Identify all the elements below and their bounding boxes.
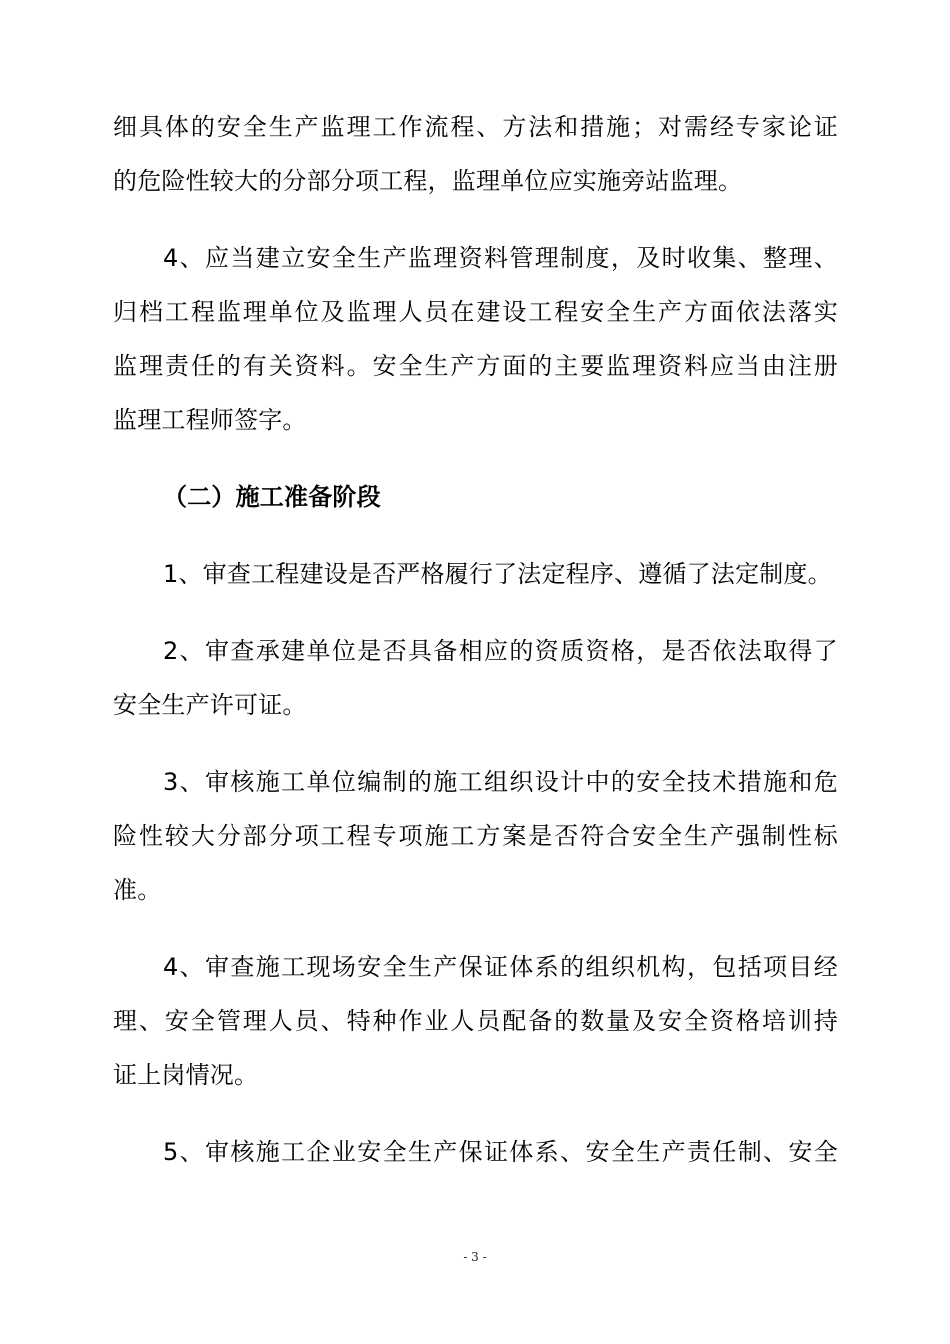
- text-line: 2、审查承建单位是否具备相应的资质资格，是否依法取得了: [163, 637, 838, 665]
- text-line: 的危险性较大的分部分项工程，监理单位应实施旁站监理。: [113, 167, 743, 195]
- text-line: 4、应当建立安全生产监理资料管理制度，及时收集、整理、: [163, 244, 838, 272]
- paragraph-item-4: [113, 231, 838, 447]
- text-line: 1、审查工程建设是否严格履行了法定程序、遵循了法定制度。: [163, 560, 832, 588]
- text-line: 险性较大分部分项工程专项施工方案是否符合安全生产强制性标: [113, 822, 838, 850]
- section-heading: [113, 470, 838, 524]
- text-line: 监理责任的有关资料。安全生产方面的主要监理资料应当由注册: [113, 352, 838, 380]
- text-line: 归档工程监理单位及监理人员在建设工程安全生产方面依法落实: [113, 298, 838, 326]
- page-number: - 3 -: [463, 1250, 487, 1264]
- paragraph-continuation: [113, 100, 838, 208]
- paragraph-step-2: [113, 624, 838, 732]
- text-line: 监理工程师签字。: [113, 406, 307, 434]
- text-line: 证上岗情况。: [113, 1061, 259, 1089]
- paragraph-step-1: [113, 547, 838, 601]
- paragraph-step-3: [113, 755, 838, 917]
- text-line: 5、审核施工企业安全生产保证体系、安全生产责任制、安全: [163, 1138, 838, 1166]
- document-body: [113, 100, 838, 1202]
- text-line: 4、审查施工现场安全生产保证体系的组织机构，包括项目经: [163, 953, 838, 981]
- section-heading-text: （二）施工准备阶段: [163, 483, 381, 511]
- text-line: 理、安全管理人员、特种作业人员配备的数量及安全资格培训持: [113, 1007, 838, 1035]
- text-line: 细具体的安全生产监理工作流程、方法和措施；对需经专家论证: [113, 113, 838, 141]
- text-line: 安全生产许可证。: [113, 691, 307, 719]
- paragraph-step-5: [113, 1125, 838, 1179]
- text-line: 准。: [113, 876, 162, 904]
- paragraph-step-4: [113, 940, 838, 1102]
- text-line: 3、审核施工单位编制的施工组织设计中的安全技术措施和危: [163, 768, 838, 796]
